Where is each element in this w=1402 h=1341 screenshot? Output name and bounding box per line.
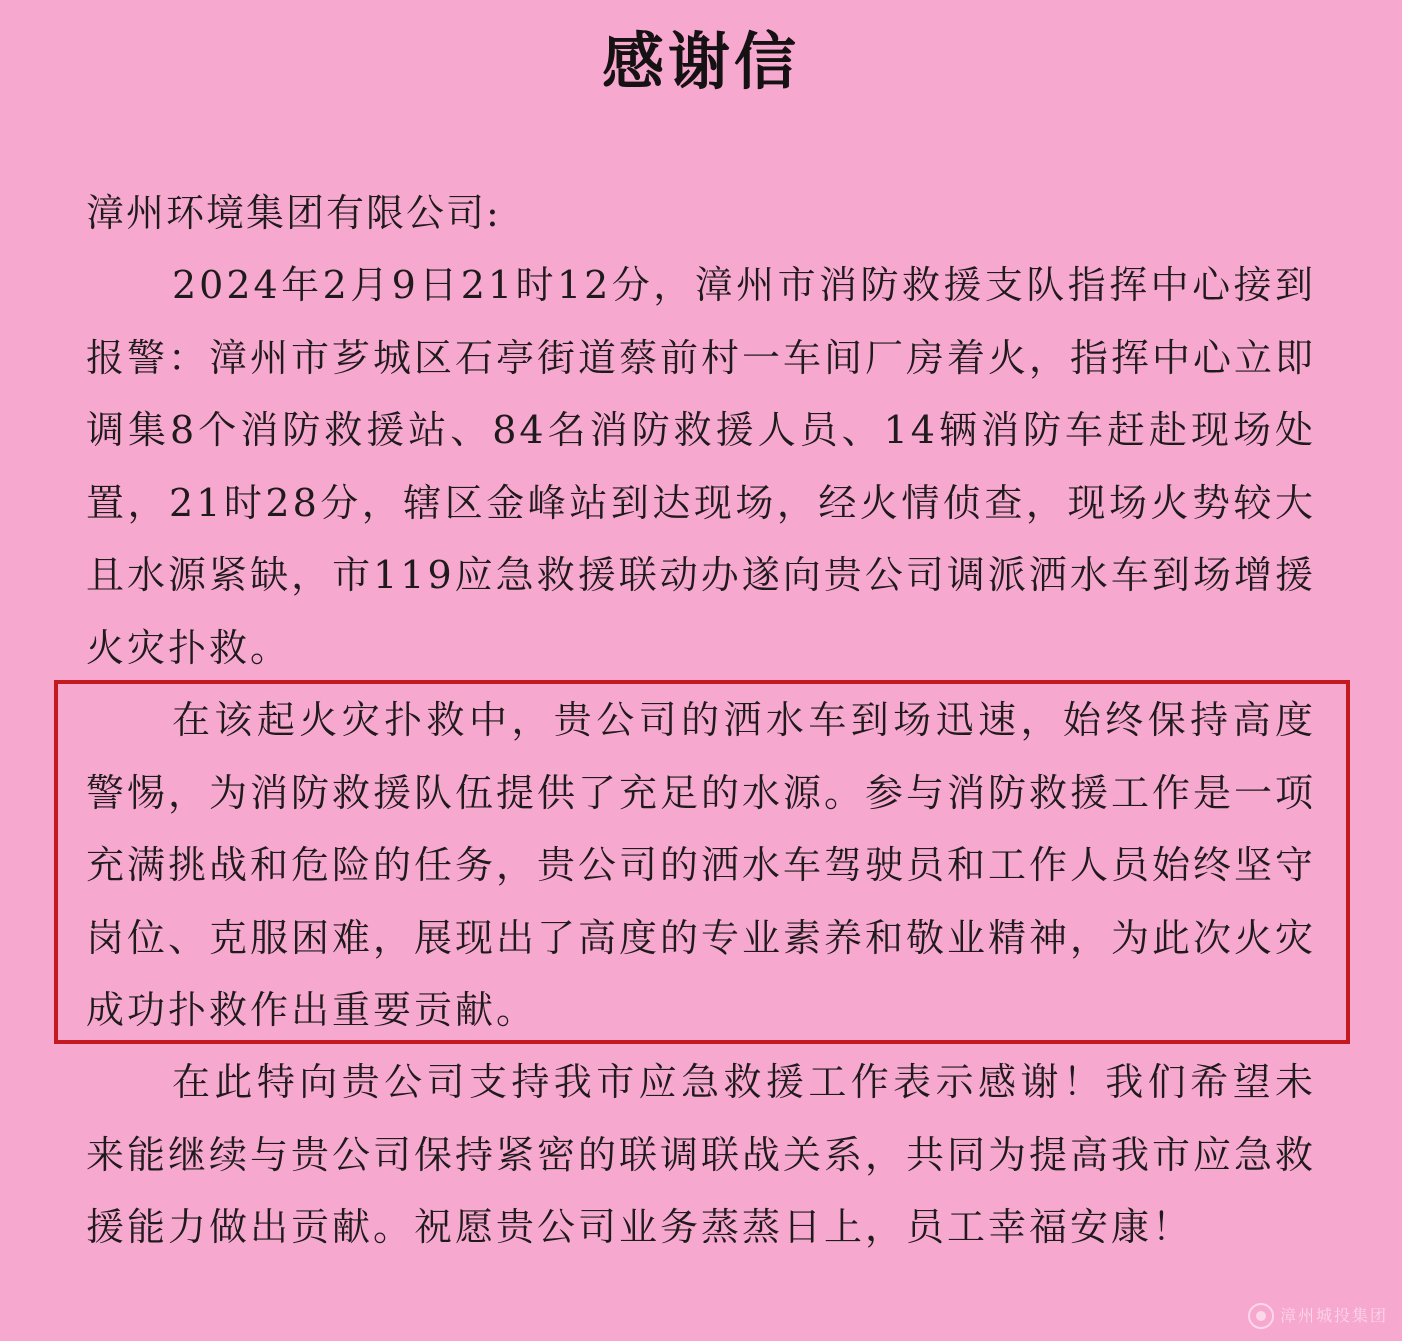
letter-title: 感谢信 [601, 25, 800, 98]
letter-salutation: 漳州环境集团有限公司: [86, 191, 501, 235]
letter-paragraph-3: 在此特向贵公司支持我市应急救援工作表示感谢！我们希望未来能继续与贵公司保持紧密的联调联战关系，共同为提高我市应急救援能力做出贡献。祝愿贵公司业务蒸蒸日上，员工幸福安康！ [86, 1060, 1317, 1249]
watermark-logo-icon [1248, 1303, 1274, 1329]
watermark-text: 漳州城投集团 [1279, 1306, 1388, 1325]
letter-paragraph-1: 2024年2月9日21时12分，漳州市消防救援支队指挥中心接到报警：漳州市芗城区石亭街道蔡前村一车间厂房着火，指挥中心立即调集8个消防救援站、84名消防救援人员、14辆消防车赶赴现场处置，21时28分，辖区金峰站到达现场，经火情侦查，现场火势较大且水源紧缺，市119应急救援联动办遂向贵公司调派洒水车到场增援火灾扑救。 [86, 263, 1317, 670]
watermark [1248, 1303, 1388, 1329]
letter-paragraph-2: 在该起火灾扑救中，贵公司的洒水车到场迅速，始终保持高度警惕，为消防救援队伍提供了充足的水源。参与消防救援工作是一项充满挑战和危险的任务，贵公司的洒水车驾驶员和工作人员始终坚守岗位、克服困难，展现出了高度的专业素养和敬业精神，为此次火灾成功扑救作出重要贡献。 [86, 698, 1317, 1032]
